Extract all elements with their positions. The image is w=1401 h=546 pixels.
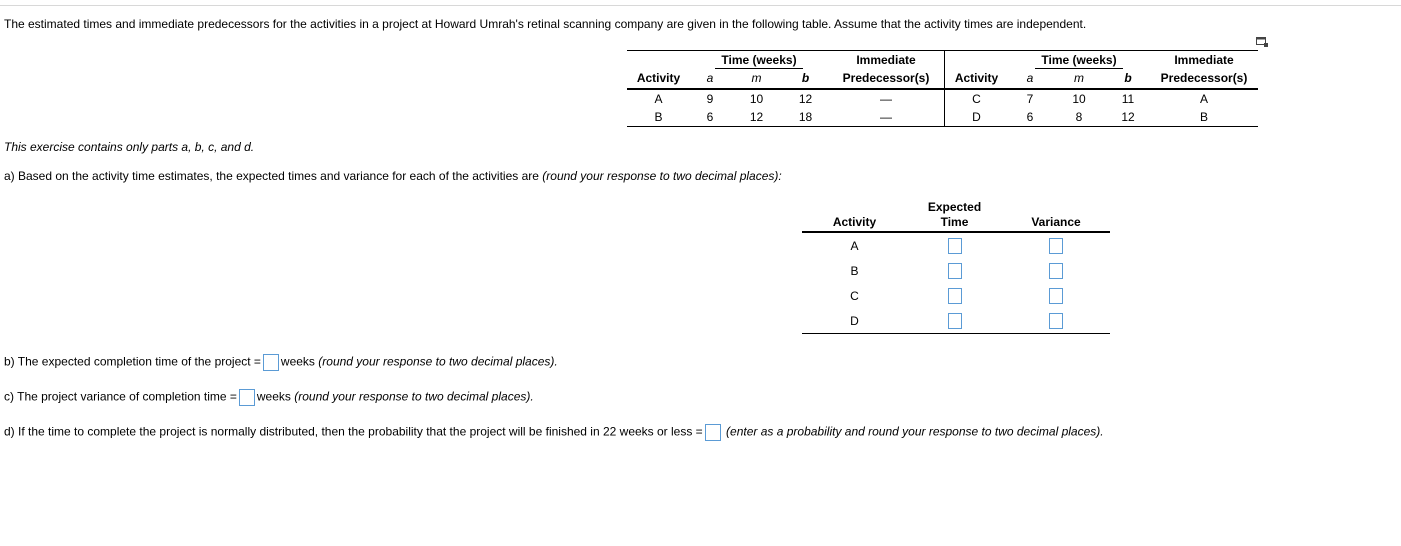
part-b-text: b) The expected completion time of the project = (4, 354, 261, 369)
part-c-unit: weeks (256, 389, 291, 404)
b-cell: 12 (798, 92, 813, 106)
part-d-hint: (enter as a probability and round your response to two decimal places). (726, 424, 1104, 439)
variance-input-c[interactable] (1049, 288, 1063, 304)
pred-cell: — (828, 89, 945, 108)
b-cell: 18 (798, 110, 813, 124)
col-m-header-right: m (1052, 69, 1106, 89)
part-a-hint: (round your response to two decimal places): (542, 169, 782, 183)
activity-cell: A (654, 92, 663, 106)
copy-table-icon[interactable] (1256, 37, 1268, 47)
activity-cell: B (654, 110, 663, 124)
activity-times-table (627, 50, 1258, 127)
predecessor-header-right: Predecessor(s) (1150, 69, 1258, 89)
time-weeks-header-right: Time (weeks) (1008, 51, 1150, 70)
immediate-header-right: Immediate (1174, 53, 1234, 67)
b-cell: 11 (1121, 92, 1135, 106)
part-a-question (4, 169, 782, 183)
table-row (627, 89, 1258, 108)
expected-time-input-a[interactable] (948, 238, 962, 254)
expected-time-header: Expected Time (907, 199, 1002, 232)
col-b-header-right: b (1106, 69, 1150, 89)
part-d-text: d) If the time to complete the project is normally distributed, then the probability that the project will be finished in 22 weeks or less = (4, 424, 703, 439)
part-c-question (4, 389, 534, 406)
activity-cell: D (972, 110, 981, 124)
answer-activity-cell: B (850, 263, 859, 278)
expected-time-input-c[interactable] (948, 288, 962, 304)
expected-time-input-b[interactable] (948, 263, 962, 279)
pred-cell: B (1199, 110, 1208, 124)
col-b-header: b (783, 69, 828, 89)
table-row (627, 108, 1258, 127)
a-cell: 9 (706, 92, 714, 106)
table-row (802, 308, 1110, 334)
variance-input-b[interactable] (1049, 263, 1063, 279)
intro-text: The estimated times and immediate predecessors for the activities in a project at Howard Umrah's retinal scanning company are given in the following table. Assume that the activity times are independent. (4, 17, 1087, 31)
part-b-unit: weeks (280, 354, 315, 369)
probability-input[interactable] (705, 424, 721, 441)
variance-input-a[interactable] (1049, 238, 1063, 254)
col-a-header-right: a (1008, 69, 1052, 89)
answer-activity-cell: A (850, 238, 859, 253)
m-cell: 10 (1072, 92, 1086, 106)
b-cell: 12 (1121, 110, 1135, 124)
part-c-text: c) The project variance of completion time = (4, 389, 237, 404)
col-m-header: m (730, 69, 783, 89)
a-cell: 7 (1026, 92, 1034, 106)
part-b-hint: (round your response to two decimal places). (318, 354, 558, 369)
a-cell: 6 (706, 110, 714, 124)
answer-table (802, 199, 1110, 334)
answer-activity-cell: C (850, 288, 859, 303)
immediate-header: Immediate (828, 51, 945, 70)
pred-cell: — (828, 108, 945, 127)
expected-time-input-d[interactable] (948, 313, 962, 329)
exercise-note: This exercise contains only parts a, b, c, and d. (4, 140, 255, 154)
part-c-hint: (round your response to two decimal places). (294, 389, 534, 404)
time-weeks-header: Time (weeks) (690, 51, 828, 70)
answer-activity-header: Activity (802, 199, 907, 232)
completion-time-input[interactable] (263, 354, 279, 371)
project-variance-input[interactable] (239, 389, 255, 406)
part-d-question (4, 424, 1104, 441)
pred-cell: A (1199, 92, 1208, 106)
table-row (802, 283, 1110, 308)
m-cell: 8 (1075, 110, 1083, 124)
col-a-header: a (690, 69, 730, 89)
activity-header-right: Activity (945, 69, 1009, 89)
part-b-question (4, 354, 558, 371)
part-a-text: a) Based on the activity time estimates, the expected times and variance for each of the activities are (4, 169, 539, 183)
table-row (802, 258, 1110, 283)
answer-activity-cell: D (850, 313, 859, 328)
variance-input-d[interactable] (1049, 313, 1063, 329)
table-row (802, 232, 1110, 258)
a-cell: 6 (1026, 110, 1034, 124)
activity-header: Activity (627, 69, 690, 89)
activity-cell: C (972, 92, 981, 106)
top-divider (0, 5, 1401, 6)
variance-header: Variance (1002, 199, 1110, 232)
predecessor-header: Predecessor(s) (828, 69, 945, 89)
m-cell: 10 (749, 92, 764, 106)
m-cell: 12 (749, 110, 764, 124)
